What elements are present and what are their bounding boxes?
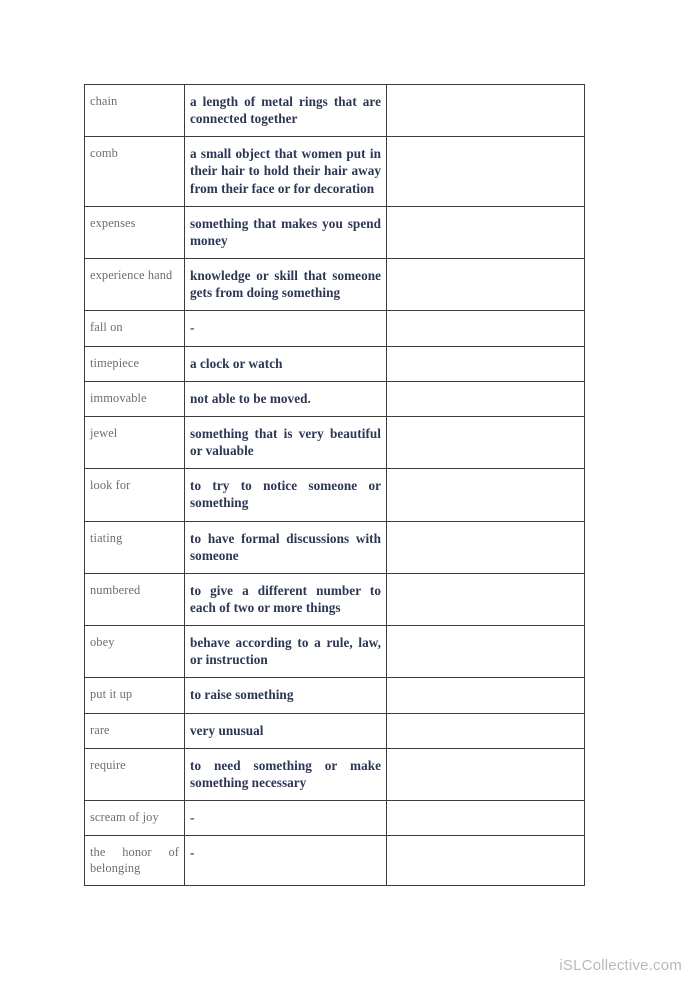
- term-cell: timepiece: [85, 346, 185, 381]
- answer-cell[interactable]: [387, 416, 585, 468]
- table-row: [85, 346, 585, 381]
- definition-cell: to give a different number to each of two or more things: [185, 573, 387, 625]
- definition-cell: not able to be moved.: [185, 381, 387, 416]
- site-watermark: iSLCollective.com: [559, 957, 682, 974]
- answer-cell[interactable]: [387, 678, 585, 713]
- term-cell: fall on: [85, 311, 185, 346]
- answer-cell[interactable]: [387, 801, 585, 836]
- table-row: [85, 573, 585, 625]
- definition-cell: very unusual: [185, 713, 387, 748]
- term-cell: rare: [85, 713, 185, 748]
- term-cell: immovable: [85, 381, 185, 416]
- definition-cell: knowledge or skill that someone gets from doing something: [185, 259, 387, 311]
- table-row: [85, 469, 585, 521]
- table-row: [85, 836, 585, 886]
- definition-cell: a small object that women put in their hair to hold their hair away from their face or for decoration: [185, 137, 387, 206]
- table-row: [85, 381, 585, 416]
- answer-cell[interactable]: [387, 381, 585, 416]
- term-cell: comb: [85, 137, 185, 206]
- term-cell: tiating: [85, 521, 185, 573]
- table-row: [85, 713, 585, 748]
- vocabulary-table-body: [85, 85, 585, 886]
- answer-cell[interactable]: [387, 626, 585, 678]
- answer-cell[interactable]: [387, 259, 585, 311]
- definition-cell: a clock or watch: [185, 346, 387, 381]
- table-row: [85, 206, 585, 258]
- table-row: [85, 311, 585, 346]
- answer-cell[interactable]: [387, 469, 585, 521]
- answer-cell[interactable]: [387, 573, 585, 625]
- answer-cell[interactable]: [387, 206, 585, 258]
- answer-cell[interactable]: [387, 346, 585, 381]
- definition-cell: something that is very beautiful or valuable: [185, 416, 387, 468]
- definition-cell: to try to notice someone or something: [185, 469, 387, 521]
- table-row: [85, 137, 585, 206]
- answer-cell[interactable]: [387, 836, 585, 886]
- term-cell: require: [85, 748, 185, 800]
- definition-cell: something that makes you spend money: [185, 206, 387, 258]
- table-row: [85, 85, 585, 137]
- term-cell: look for: [85, 469, 185, 521]
- definition-cell: to need something or make something necessary: [185, 748, 387, 800]
- term-cell: the honor of belonging: [85, 836, 185, 886]
- definition-cell: to raise something: [185, 678, 387, 713]
- term-cell: obey: [85, 626, 185, 678]
- term-cell: numbered: [85, 573, 185, 625]
- definition-cell: behave according to a rule, law, or instruction: [185, 626, 387, 678]
- table-row: [85, 626, 585, 678]
- answer-cell[interactable]: [387, 521, 585, 573]
- table-row: [85, 416, 585, 468]
- answer-cell[interactable]: [387, 748, 585, 800]
- table-row: [85, 801, 585, 836]
- definition-cell: -: [185, 801, 387, 836]
- answer-cell[interactable]: [387, 713, 585, 748]
- table-row: [85, 678, 585, 713]
- vocabulary-matching-table: [84, 84, 585, 886]
- table-row: [85, 521, 585, 573]
- term-cell: jewel: [85, 416, 185, 468]
- term-cell: scream of joy: [85, 801, 185, 836]
- term-cell: chain: [85, 85, 185, 137]
- term-cell: put it up: [85, 678, 185, 713]
- definition-cell: -: [185, 836, 387, 886]
- definition-cell: a length of metal rings that are connected together: [185, 85, 387, 137]
- table-row: [85, 748, 585, 800]
- term-cell: experience hand: [85, 259, 185, 311]
- answer-cell[interactable]: [387, 311, 585, 346]
- definition-cell: -: [185, 311, 387, 346]
- table-row: [85, 259, 585, 311]
- answer-cell[interactable]: [387, 137, 585, 206]
- definition-cell: to have formal discussions with someone: [185, 521, 387, 573]
- term-cell: expenses: [85, 206, 185, 258]
- answer-cell[interactable]: [387, 85, 585, 137]
